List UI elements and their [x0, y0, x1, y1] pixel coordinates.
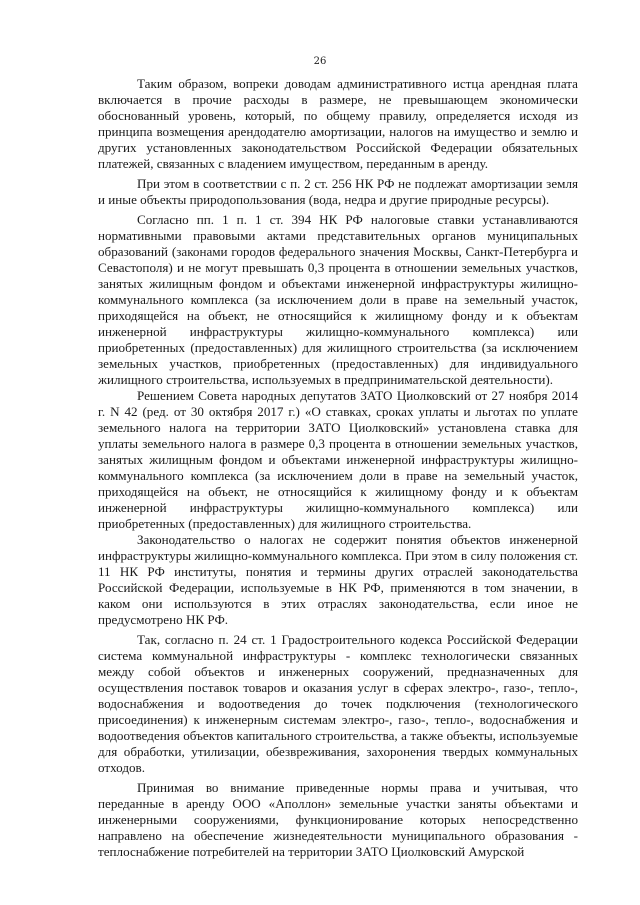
document-body	[98, 76, 578, 864]
paragraph: Так, согласно п. 24 ст. 1 Градостроительного кодекса Российской Федерации система коммунальной инфраструктуры - комплекс технологически связанных между собой объектов и инженерных сооружений, предназначенных для осуществления поставок товаров и оказания услуг в сферах электро-, газо-, тепло-, водоснабжения и водоотведения до точек подключения (технологического присоединения) к инженерным системам электро-, газо-, тепло-, водоснабжения и водоотведения объектов капитального строительства, а также объекты, используемые для обработки, утилизации, обезвреживания, захоронения твердых коммунальных отходов.	[98, 632, 578, 775]
paragraph: Принимая во внимание приведенные нормы права и учитывая, что переданные в аренду ООО «Аполлон» земельные участки заняты объектами и инженерными сооружениями, функционирование которых непосредственно направлено на обеспечение жизнедеятельности муниципального образования - теплоснабжение потребителей на территории ЗАТО Циолковский Амурской	[98, 780, 578, 859]
paragraph: Законодательство о налогах не содержит понятия объектов инженерной инфраструктуры жилищно-коммунального комплекса. При этом в силу положения ст. 11 НК РФ институты, понятия и термины других отраслей законодательства Российской Федерации, используемые в НК РФ, применяются в том значении, в каком они используются в этих отраслях законодательства, если иное не предусмотрено НК РФ.	[98, 532, 578, 627]
page-number: 26	[313, 56, 327, 67]
paragraph: При этом в соответствии с п. 2 ст. 256 НК РФ не подлежат амортизации земля и иные объекты природопользования (вода, недра и другие природные ресурсы).	[98, 176, 578, 207]
paragraph: Таким образом, вопреки доводам административного истца арендная плата включается в прочие расходы в размере, не превышающем экономически обоснованный уровень, который, по общему правилу, определяется исходя из принципа возмещения арендодателю амортизации, налогов на имущество и землю и других установленных законодательством Российской Федерации обязательных платежей, связанных с владением имуществом, переданным в аренду.	[98, 76, 578, 171]
paragraph: Согласно пп. 1 п. 1 ст. 394 НК РФ налоговые ставки устанавливаются нормативными правовыми актами представительных органов муниципальных образований (законами городов федерального значения Москвы, Санкт-Петербурга и Севастополя) и не могут превышать 0,3 процента в отношении земельных участков, занятых жилищным фондом и объектами инженерной инфраструктуры жилищно-коммунального комплекса (за исключением доли в праве на земельный участок, приходящейся на объект, не относящийся к жилищному фонду и к объектам инженерной инфраструктуры жилищно-коммунального комплекса) или приобретенных (предоставленных) для жилищного строительства (за исключением земельных участков, приобретенных (предоставленных) для индивидуального жилищного строительства, используемых в предпринимательской деятельности).	[98, 212, 578, 387]
paragraph: Решением Совета народных депутатов ЗАТО Циолковский от 27 ноября 2014 г. N 42 (ред. от 30 октября 2017 г.) «О ставках, сроках уплаты и льготах по уплате земельного налога на территории ЗАТО Циолковский» установлена ставка для уплаты земельного налога в размере 0,3 процента в отношении земельных участков, занятых жилищным фондом и объектами инженерной инфраструктуры жилищно-коммунального комплекса (за исключением доли в праве на земельный участок, приходящейся на объект, не относящийся к жилищному фонду и к объектам инженерной инфраструктуры жилищно-коммунального комплекса) или приобретенных (предоставленных) для жилищного строительства.	[98, 388, 578, 531]
